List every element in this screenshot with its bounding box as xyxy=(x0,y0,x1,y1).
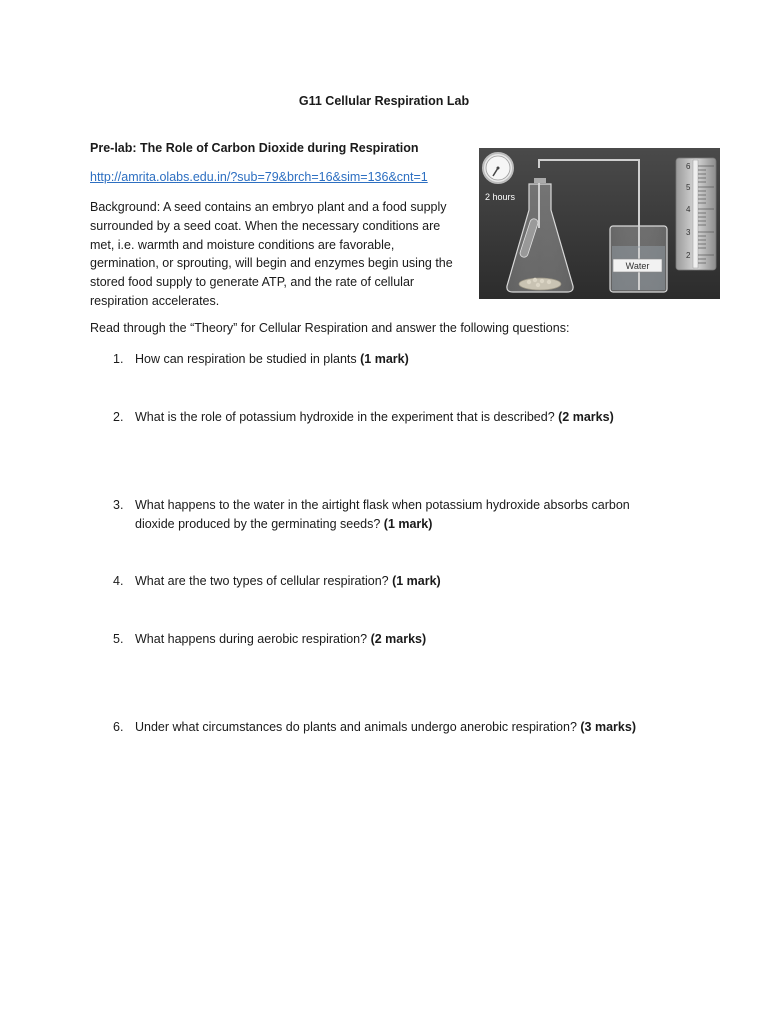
question-marks: (1 mark) xyxy=(383,516,433,531)
question-marks: (1 mark) xyxy=(360,352,409,366)
background-paragraph xyxy=(90,198,470,311)
question-text: Under what circumstances do plants and animals undergo anerobic respiration? (3 marks) xyxy=(135,720,636,734)
question-number: 4. xyxy=(113,574,124,588)
scale-tick-label: 6 xyxy=(686,162,691,171)
question-number: 3. xyxy=(113,498,124,512)
background-line: met, i.e. warmth and moisture conditions are favorable, xyxy=(90,237,395,252)
question-marks: (1 mark) xyxy=(392,574,441,588)
scale-tick-label: 3 xyxy=(686,228,691,237)
question-text: What are the two types of cellular respiration? (1 mark) xyxy=(135,574,441,588)
question-text: What is the role of potassium hydroxide in the experiment that is described? (2 marks) xyxy=(135,410,614,424)
background-line: respiration accelerates. xyxy=(90,293,220,308)
scale-tick-label: 5 xyxy=(686,183,691,192)
question-marks: (3 marks) xyxy=(580,720,636,734)
background-line: germination, or sprouting, will begin and enzymes begin using the xyxy=(90,256,453,271)
question-number: 1. xyxy=(113,352,124,366)
scale-tick-label: 2 xyxy=(686,251,691,260)
question-number: 2. xyxy=(113,410,124,424)
water-label: Water xyxy=(625,261,650,271)
scale-tick-label: 4 xyxy=(686,205,691,214)
background-line: surrounded by a seed coat. When the necessary conditions are xyxy=(90,218,441,233)
lab-link[interactable]: http://amrita.olabs.edu.in/?sub=79&brch=16&sim=136&cnt=1 xyxy=(90,170,428,184)
question-text: How can respiration be studied in plants (1 mark) xyxy=(135,352,409,366)
instruction-text: Read through the “Theory” for Cellular Respiration and answer the following questions: xyxy=(90,321,570,335)
prelab-heading: Pre-lab: The Role of Carbon Dioxide during Respiration xyxy=(90,141,419,155)
question-text: What happens during aerobic respiration? (2 marks) xyxy=(135,632,427,646)
flask-stopper xyxy=(534,178,546,183)
question-text: What happens to the water in the airtight flask when potassium hydroxide absorbs carbon dioxide produced by the germinating seeds? (1 mark) xyxy=(135,498,630,531)
question-number: 5. xyxy=(113,632,124,646)
experiment-illustration xyxy=(479,148,720,299)
background-line: Background: A seed contains an embryo plant and a food supply xyxy=(90,200,447,214)
background-line: stored food supply to generate ATP, and the rate of cellular xyxy=(90,275,415,290)
timer-label: 2 hours xyxy=(485,192,516,202)
timer-clock-icon xyxy=(483,153,513,183)
measuring-scale xyxy=(676,158,716,270)
page-title: G11 Cellular Respiration Lab xyxy=(298,94,470,108)
question-marks: (2 marks) xyxy=(558,410,614,424)
question-marks: (2 marks) xyxy=(370,632,427,646)
question-number: 6. xyxy=(113,720,124,734)
